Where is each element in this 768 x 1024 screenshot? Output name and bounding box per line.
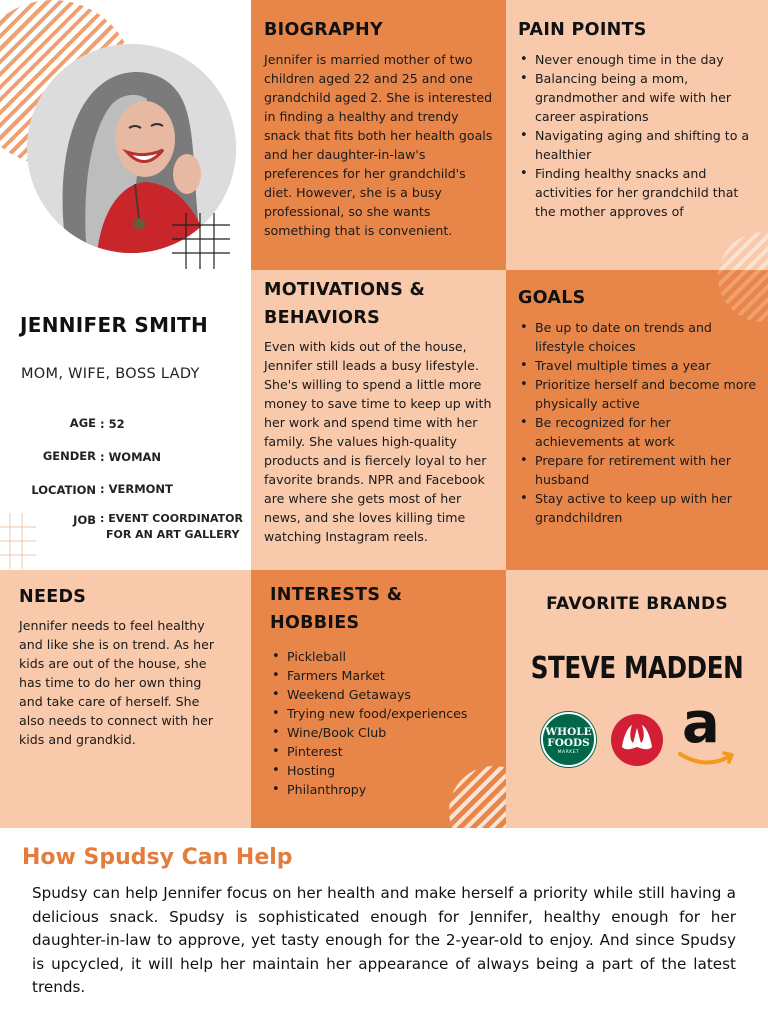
interests-card — [251, 570, 506, 828]
list-item: • Hosting — [270, 761, 496, 780]
decorative-stripe-circle — [718, 232, 768, 270]
list-item: • Balancing being a mom, grandmother and wife with her career aspirations — [518, 69, 758, 126]
list-item: • Stay active to keep up with her grandchildren — [518, 489, 758, 527]
whole-foods-text-1: WHOLE — [545, 726, 592, 738]
profile-panel — [0, 0, 251, 570]
whole-foods-logo — [541, 712, 596, 767]
list-item: • Weekend Getaways — [270, 685, 496, 704]
list-item: • Farmers Market — [270, 666, 496, 685]
motivations-card — [251, 270, 506, 570]
goals-list — [518, 318, 758, 527]
amazon-logo — [674, 691, 736, 776]
goals-title: GOALS — [518, 288, 586, 308]
pain-points-card — [506, 0, 768, 270]
age-label: AGE — [69, 416, 96, 430]
persona-tagline: MOM, WIFE, BOSS LADY — [21, 366, 200, 382]
location-value: : VERMONT — [100, 482, 173, 496]
age-value: : 52 — [100, 417, 125, 431]
biography-card — [251, 0, 506, 270]
pain-points-title: PAIN POINTS — [518, 20, 647, 40]
favorite-brands-card — [506, 570, 768, 828]
list-item: • Wine/Book Club — [270, 723, 496, 742]
footer-text: Spudsy can help Jennifer focus on her health and make herself a priority while still having a delicious snack. Spudsy is sophisticated enough for Jennifer, healthy enough for her daughter-in-law to approve, yet tasty enough for the 2-year-old to enjoy. And since Spudsy is upcycled, it will help her maintain her appearance of always being a part of the latest trends. — [32, 884, 736, 996]
interests-title-line1: INTERESTS & — [270, 585, 403, 605]
list-item: • Travel multiple times a year — [518, 356, 758, 375]
grid-decoration — [172, 213, 230, 269]
footer-title: How Spudsy Can Help — [22, 845, 293, 870]
motivations-title-line2: BEHAVIORS — [264, 308, 381, 328]
amazon-letter: a — [682, 691, 720, 756]
list-item: • Never enough time in the day — [518, 50, 758, 69]
favorite-brands-title: FAVORITE BRANDS — [546, 594, 728, 614]
list-item: • Pinterest — [270, 742, 496, 761]
list-item: • Be up to date on trends and lifestyle choices — [518, 318, 758, 356]
motivations-text: Even with kids out of the house, Jennifer still leads a busy lifestyle. She's willing to spend a little more money to save time to keep up with her work and spend time with her family. She values high-quality products and is fiercely loyal to her favorite brands. NPR and Facebook are where she gets most of her news, and she loves killing time watching Instagram reels. — [264, 339, 492, 544]
list-item: • Trying new food/experiences — [270, 704, 496, 723]
location-label: LOCATION — [31, 483, 96, 497]
whole-foods-text-2: FOODS — [547, 737, 590, 749]
gender-value: : WOMAN — [100, 450, 162, 464]
biography-title: BIOGRAPHY — [264, 20, 383, 40]
lululemon-logo — [610, 713, 664, 767]
motivations-title-line1: MOTIVATIONS & — [264, 280, 426, 300]
biography-text: Jennifer is married mother of two children aged 22 and 25 and one grandchild aged 2. She is interested in finding a healthy and trendy snack that fits both her health goals and her daughter-in-law's preferences for her grandchild's diet. However, she is a busy professional, so she wants something that is convenient. — [264, 52, 493, 238]
list-item: • Prepare for retirement with her husband — [518, 451, 758, 489]
gender-label: GENDER — [42, 449, 96, 463]
whole-foods-text-3: MARKET — [557, 750, 580, 755]
steve-madden-logo: STEVE MADDEN — [530, 651, 744, 686]
interests-list — [270, 647, 496, 799]
needs-text: Jennifer needs to feel healthy and like she is on trend. As her kids are out of the house, she has time to do her own thing and take care of herself. She also needs to connect with her kids and grandkid. — [19, 618, 214, 747]
needs-card — [0, 570, 251, 828]
goals-card — [506, 270, 768, 570]
job-value-line2: FOR AN ART GALLERY — [106, 528, 240, 541]
list-item: • Prioritize herself and become more physically active — [518, 375, 758, 413]
job-value: : EVENT COORDINATOR — [100, 512, 243, 525]
pain-points-list — [518, 50, 758, 221]
list-item: • Philanthropy — [270, 780, 496, 799]
amazon-smile-icon — [676, 750, 736, 770]
persona-name: JENNIFER SMITH — [20, 313, 209, 337]
list-item: • Finding healthy snacks and activities for her grandchild that the mother approves of — [518, 164, 758, 221]
needs-title: NEEDS — [19, 587, 87, 607]
job-label: JOB — [73, 513, 96, 527]
list-item: • Be recognized for her achievements at work — [518, 413, 758, 451]
list-item: • Pickleball — [270, 647, 496, 666]
list-item: • Navigating aging and shifting to a healthier — [518, 126, 758, 164]
interests-title-line2: HOBBIES — [270, 613, 360, 633]
